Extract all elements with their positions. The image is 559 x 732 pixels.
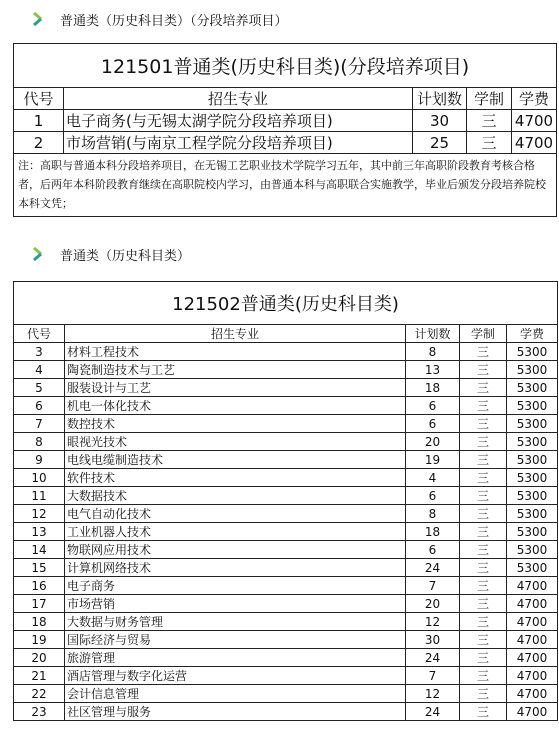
cell-years: 三 <box>460 649 507 667</box>
cell-code: 16 <box>14 577 65 595</box>
col-header-plan: 计划数 <box>406 325 460 343</box>
col-header-major: 招生专业 <box>64 88 413 110</box>
cell-fee: 4700 <box>507 595 558 613</box>
cell-plan: 12 <box>406 685 460 703</box>
cell-major: 陶瓷制造技术与工艺 <box>65 361 406 379</box>
cell-years: 三 <box>460 451 507 469</box>
cell-plan: 24 <box>406 703 460 721</box>
cell-years: 三 <box>467 110 512 132</box>
chevron-right-icon <box>30 246 46 262</box>
table-row <box>14 415 558 433</box>
table-row <box>14 361 558 379</box>
table-row <box>14 487 558 505</box>
section1-title: 普通类（历史科目类）（分段培养项目） <box>60 13 288 29</box>
cell-years: 三 <box>460 433 507 451</box>
cell-plan: 20 <box>406 595 460 613</box>
cell-plan: 6 <box>406 541 460 559</box>
cell-plan: 12 <box>406 613 460 631</box>
cell-years: 三 <box>460 487 507 505</box>
cell-plan: 25 <box>413 132 467 154</box>
cell-code: 1 <box>14 110 64 132</box>
cell-fee: 5300 <box>507 541 558 559</box>
cell-plan: 8 <box>406 343 460 361</box>
cell-years: 三 <box>460 613 507 631</box>
cell-major: 机电一体化技术 <box>65 397 406 415</box>
cell-years: 三 <box>460 361 507 379</box>
table-row <box>14 541 558 559</box>
table-row <box>14 685 558 703</box>
cell-fee: 5300 <box>507 415 558 433</box>
cell-years: 三 <box>460 397 507 415</box>
cell-plan: 6 <box>406 415 460 433</box>
section1-heading <box>30 8 288 30</box>
cell-major: 工业机器人技术 <box>65 523 406 541</box>
cell-code: 4 <box>14 361 65 379</box>
cell-code: 23 <box>14 703 65 721</box>
cell-fee: 4700 <box>507 667 558 685</box>
table-row <box>14 595 558 613</box>
cell-fee: 4700 <box>507 685 558 703</box>
cell-years: 三 <box>460 469 507 487</box>
cell-major: 电线电缆制造技术 <box>65 451 406 469</box>
table-row <box>14 397 558 415</box>
cell-code: 10 <box>14 469 65 487</box>
cell-years: 三 <box>467 132 512 154</box>
col-header-fee: 学费 <box>512 88 557 110</box>
table-row <box>14 451 558 469</box>
table-row <box>14 577 558 595</box>
cell-fee: 4700 <box>507 703 558 721</box>
cell-years: 三 <box>460 523 507 541</box>
cell-code: 15 <box>14 559 65 577</box>
cell-major: 会计信息管理 <box>65 685 406 703</box>
cell-major: 市场营销(与南京工程学院分段培养项目) <box>64 132 413 154</box>
cell-major: 大数据与财务管理 <box>65 613 406 631</box>
cell-code: 9 <box>14 451 65 469</box>
section2-title: 普通类（历史科目类） <box>60 248 191 264</box>
cell-years: 三 <box>460 703 507 721</box>
cell-code: 21 <box>14 667 65 685</box>
cell-fee: 5300 <box>507 559 558 577</box>
cell-major: 物联网应用技术 <box>65 541 406 559</box>
cell-code: 12 <box>14 505 65 523</box>
cell-major: 旅游管理 <box>65 649 406 667</box>
cell-years: 三 <box>460 685 507 703</box>
cell-fee: 5300 <box>507 343 558 361</box>
cell-fee: 5300 <box>507 397 558 415</box>
cell-years: 三 <box>460 559 507 577</box>
cell-plan: 24 <box>406 559 460 577</box>
cell-years: 三 <box>460 505 507 523</box>
cell-major: 数控技术 <box>65 415 406 433</box>
cell-fee: 5300 <box>507 451 558 469</box>
table2-header-row <box>14 325 558 343</box>
cell-plan: 30 <box>406 631 460 649</box>
cell-fee: 5300 <box>507 379 558 397</box>
cell-fee: 5300 <box>507 487 558 505</box>
col-header-fee: 学费 <box>507 325 558 343</box>
col-header-major: 招生专业 <box>65 325 406 343</box>
table-row <box>14 703 558 721</box>
cell-code: 13 <box>14 523 65 541</box>
cell-plan: 13 <box>406 361 460 379</box>
cell-code: 22 <box>14 685 65 703</box>
cell-major: 眼视光技术 <box>65 433 406 451</box>
table2-title: 121502普通类(历史科目类) <box>14 282 558 325</box>
cell-code: 3 <box>14 343 65 361</box>
cell-years: 三 <box>460 541 507 559</box>
cell-plan: 18 <box>406 379 460 397</box>
table-row <box>14 559 558 577</box>
col-header-code: 代号 <box>14 88 64 110</box>
cell-years: 三 <box>460 343 507 361</box>
cell-fee: 5300 <box>507 523 558 541</box>
table-row <box>14 631 558 649</box>
cell-code: 14 <box>14 541 65 559</box>
cell-fee: 4700 <box>507 577 558 595</box>
cell-code: 5 <box>14 379 65 397</box>
cell-years: 三 <box>460 379 507 397</box>
cell-code: 7 <box>14 415 65 433</box>
cell-major: 电气自动化技术 <box>65 505 406 523</box>
section2-heading <box>30 243 190 265</box>
cell-major: 计算机网络技术 <box>65 559 406 577</box>
cell-plan: 8 <box>406 505 460 523</box>
cell-plan: 7 <box>406 577 460 595</box>
cell-major: 市场营销 <box>65 595 406 613</box>
cell-years: 三 <box>460 577 507 595</box>
cell-years: 三 <box>460 415 507 433</box>
table1-header-row <box>14 88 557 110</box>
col-header-years: 学制 <box>460 325 507 343</box>
table-section1 <box>13 43 557 217</box>
table-row <box>14 132 557 154</box>
cell-plan: 20 <box>406 433 460 451</box>
cell-plan: 24 <box>406 649 460 667</box>
table-row <box>14 110 557 132</box>
cell-fee: 5300 <box>507 469 558 487</box>
cell-plan: 18 <box>406 523 460 541</box>
table-row <box>14 505 558 523</box>
cell-fee: 4700 <box>512 110 557 132</box>
table-row <box>14 343 558 361</box>
cell-years: 三 <box>460 667 507 685</box>
cell-code: 20 <box>14 649 65 667</box>
table-section2 <box>13 281 558 721</box>
cell-code: 19 <box>14 631 65 649</box>
chevron-right-icon <box>30 11 46 27</box>
cell-code: 8 <box>14 433 65 451</box>
cell-plan: 4 <box>406 469 460 487</box>
cell-code: 11 <box>14 487 65 505</box>
table-row <box>14 469 558 487</box>
cell-code: 6 <box>14 397 65 415</box>
cell-fee: 4700 <box>507 631 558 649</box>
cell-major: 大数据技术 <box>65 487 406 505</box>
cell-fee: 4700 <box>507 613 558 631</box>
cell-years: 三 <box>460 595 507 613</box>
cell-years: 三 <box>460 631 507 649</box>
col-header-code: 代号 <box>14 325 65 343</box>
cell-fee: 5300 <box>507 505 558 523</box>
cell-major: 软件技术 <box>65 469 406 487</box>
table-row <box>14 523 558 541</box>
table-row <box>14 613 558 631</box>
table-row <box>14 649 558 667</box>
table1-note: 注：高职与普通本科分段培养项目，在无锡工艺职业技术学院学习五年，其中前三年高职阶段教育考核合格者，后两年本科阶段教育继续在高职院校内学习，由普通本科与高职联合实施教学，毕业后颁发分段培养院校本科文凭； <box>14 154 557 217</box>
cell-major: 社区管理与服务 <box>65 703 406 721</box>
cell-major: 服装设计与工艺 <box>65 379 406 397</box>
cell-fee: 4700 <box>512 132 557 154</box>
col-header-plan: 计划数 <box>413 88 467 110</box>
cell-major: 电子商务 <box>65 577 406 595</box>
cell-plan: 30 <box>413 110 467 132</box>
cell-code: 17 <box>14 595 65 613</box>
cell-fee: 4700 <box>507 649 558 667</box>
cell-major: 材料工程技术 <box>65 343 406 361</box>
cell-fee: 5300 <box>507 361 558 379</box>
cell-plan: 7 <box>406 667 460 685</box>
cell-major: 国际经济与贸易 <box>65 631 406 649</box>
cell-major: 酒店管理与数字化运营 <box>65 667 406 685</box>
cell-code: 2 <box>14 132 64 154</box>
cell-plan: 6 <box>406 487 460 505</box>
col-header-years: 学制 <box>467 88 512 110</box>
table1-title: 121501普通类(历史科目类)(分段培养项目) <box>14 44 557 88</box>
cell-plan: 19 <box>406 451 460 469</box>
cell-major: 电子商务(与无锡太湖学院分段培养项目) <box>64 110 413 132</box>
cell-plan: 6 <box>406 397 460 415</box>
cell-code: 18 <box>14 613 65 631</box>
table-row <box>14 433 558 451</box>
table-row <box>14 379 558 397</box>
table-row <box>14 667 558 685</box>
cell-fee: 5300 <box>507 433 558 451</box>
